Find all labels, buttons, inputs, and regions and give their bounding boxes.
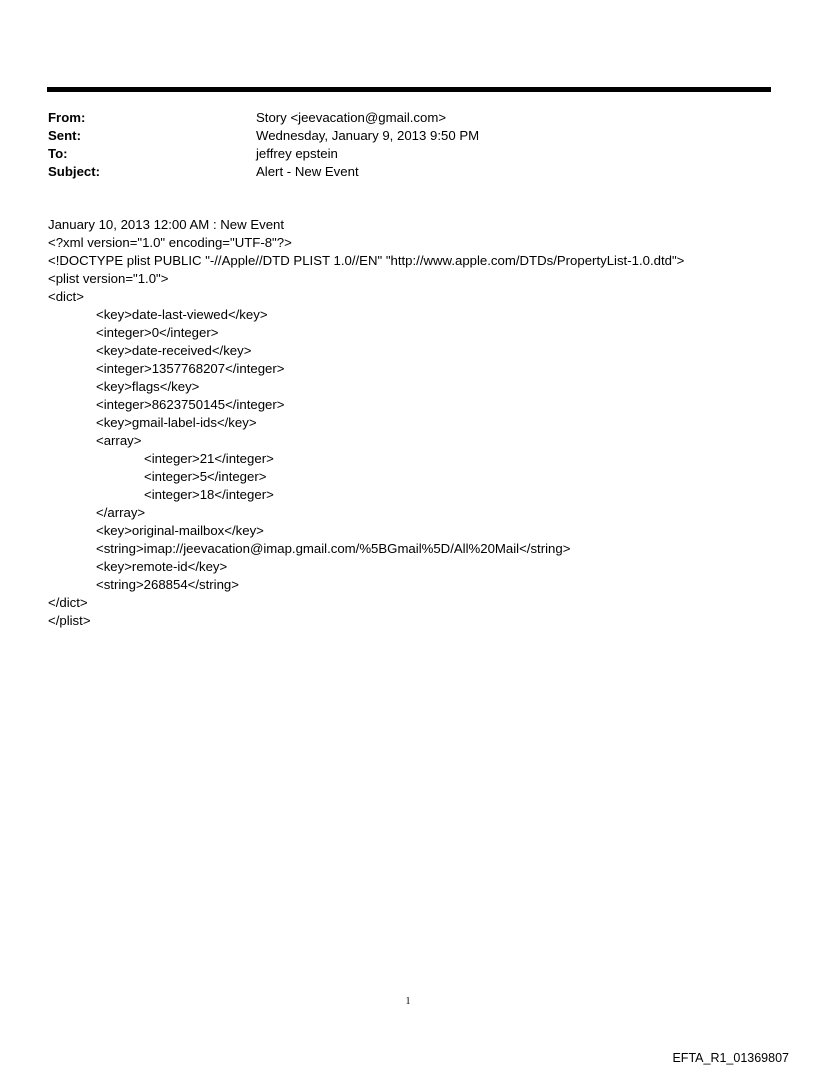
header-divider (47, 87, 771, 92)
plist-line: <key>date-received</key> (96, 343, 252, 358)
plist-line: <key>remote-id</key> (96, 559, 228, 574)
subject-value: Alert - New Event (256, 164, 359, 179)
plist-line: <integer>1357768207</integer> (96, 361, 285, 376)
plist-line: <integer>18</integer> (144, 487, 274, 502)
subject-row (48, 163, 748, 181)
dict-open: <dict> (48, 289, 84, 304)
doctype-line: <!DOCTYPE plist PUBLIC "-//Apple//DTD PLIST 1.0//EN" "http://www.apple.com/DTDs/PropertyList-1.0.dtd"> (48, 253, 685, 268)
sent-label: Sent: (48, 128, 81, 143)
plist-line: </array> (96, 505, 146, 520)
plist-line: <array> (96, 433, 142, 448)
plist-line: <key>original-mailbox</key> (96, 523, 264, 538)
sent-row (48, 127, 748, 145)
from-value: Story <jeevacation@gmail.com> (256, 110, 447, 125)
subject-label: Subject: (48, 164, 101, 179)
plist-line: <integer>8623750145</integer> (96, 397, 285, 412)
dict-close: </dict> (48, 595, 88, 610)
xml-declaration: <?xml version="1.0" encoding="UTF-8"?> (48, 235, 292, 250)
plist-line: <key>flags</key> (96, 379, 200, 394)
page-number: 1 (405, 996, 411, 1007)
to-value: jeffrey epstein (256, 146, 338, 161)
plist-line: <integer>0</integer> (96, 325, 219, 340)
plist-line: <key>gmail-label-ids</key> (96, 415, 257, 430)
sent-value: Wednesday, January 9, 2013 9:50 PM (256, 128, 480, 143)
plist-open: <plist version="1.0"> (48, 271, 169, 286)
from-label: From: (48, 110, 86, 125)
plist-line: <key>date-last-viewed</key> (96, 307, 268, 322)
email-header (48, 109, 748, 181)
plist-line: <integer>5</integer> (144, 469, 267, 484)
plist-line: <string>imap://jeevacation@imap.gmail.com/%5BGmail%5D/All%20Mail</string> (96, 541, 571, 556)
to-row (48, 145, 748, 163)
plist-close: </plist> (48, 613, 91, 628)
email-body (48, 216, 788, 630)
event-line: January 10, 2013 12:00 AM : New Event (48, 217, 285, 232)
plist-line: <integer>21</integer> (144, 451, 274, 466)
bates-number: EFTA_R1_01369807 (672, 1051, 789, 1065)
from-row (48, 109, 748, 127)
to-label: To: (48, 146, 68, 161)
plist-line: <string>268854</string> (96, 577, 239, 592)
